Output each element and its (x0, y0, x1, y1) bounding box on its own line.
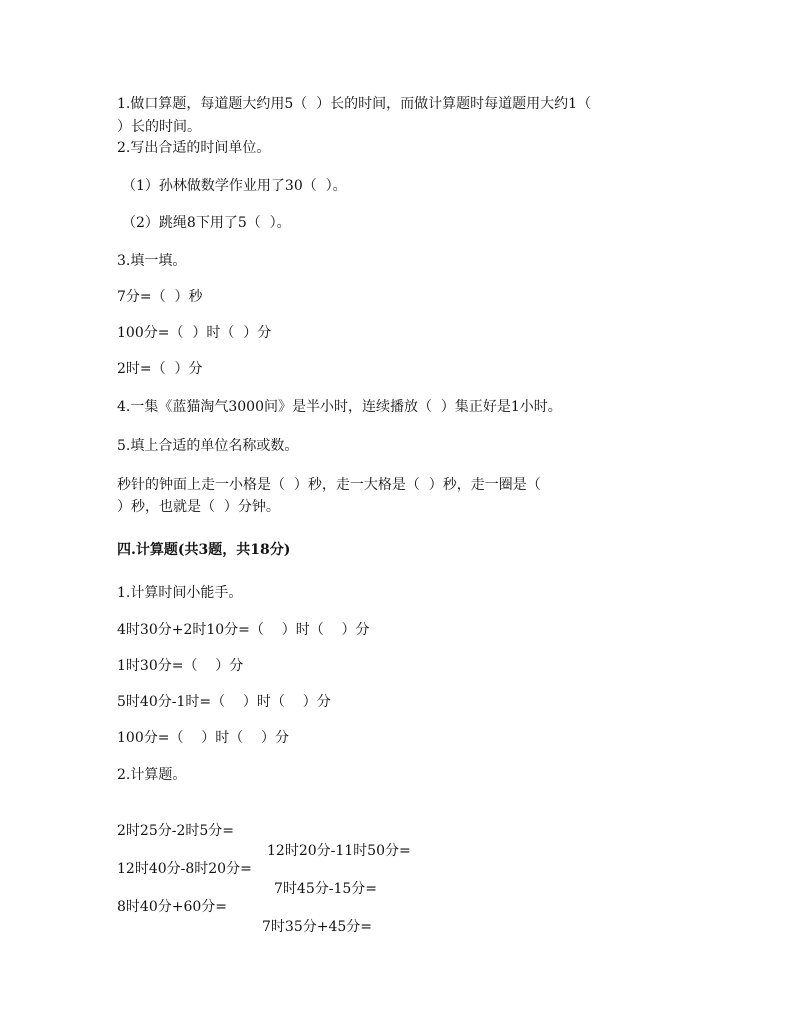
calc-2-right-expr: 12时20分-11时50分= (267, 843, 411, 859)
question-2-sub-1: （1）孙林做数学作业用了30（ ）。 (122, 178, 347, 194)
question-3-row: 2时=（ ）分 (117, 361, 203, 377)
question-3-row: 7分=（ ）秒 (117, 289, 203, 305)
question-1-line-1: 1.做口算题，每道题大约用5（ ）长的时间，而做计算题时每道题用大约1（ (117, 96, 592, 112)
question-2-header: 2.写出合适的时间单位。 (117, 140, 271, 156)
question-3-header: 3.填一填。 (117, 253, 187, 269)
calc-1-row: 1时30分=（ ）分 (117, 658, 244, 674)
calc-2-left-expr: 2时25分-2时5分= (117, 823, 234, 839)
question-2-sub-2: （2）跳绳8下用了5（ ）。 (122, 215, 291, 231)
question-5-line-2: ）秒，也就是（ ）分钟。 (117, 499, 280, 515)
calc-2-left-expr: 8时40分+60分= (117, 899, 227, 915)
question-5-line-1: 秒针的钟面上走一小格是（ ）秒，走一大格是（ ）秒，走一圈是（ (117, 477, 541, 493)
calc-2-header: 2.计算题。 (117, 767, 187, 783)
calc-1-header: 1.计算时间小能手。 (117, 585, 243, 601)
question-4: 4.一集《蓝猫淘气3000问》是半小时，连续播放（ ）集正好是1小时。 (117, 399, 562, 415)
calc-1-row: 4时30分+2时10分=（ ）时（ ）分 (117, 622, 370, 638)
calc-1-row: 5时40分-1时=（ ）时（ ）分 (117, 694, 331, 710)
question-5-header: 5.填上合适的单位名称或数。 (117, 438, 299, 454)
calc-2-right-expr: 7时45分-15分= (274, 881, 377, 897)
calc-2-left-expr: 12时40分-8时20分= (117, 861, 252, 877)
question-1-line-2: ）长的时间。 (117, 119, 201, 135)
section-title: 四.计算题(共3题，共18分) (117, 542, 291, 558)
calc-2-right-expr: 7时35分+45分= (262, 919, 372, 935)
question-3-row: 100分=（ ）时（ ）分 (117, 325, 272, 341)
calc-1-row: 100分=（ ）时（ ）分 (117, 730, 290, 746)
